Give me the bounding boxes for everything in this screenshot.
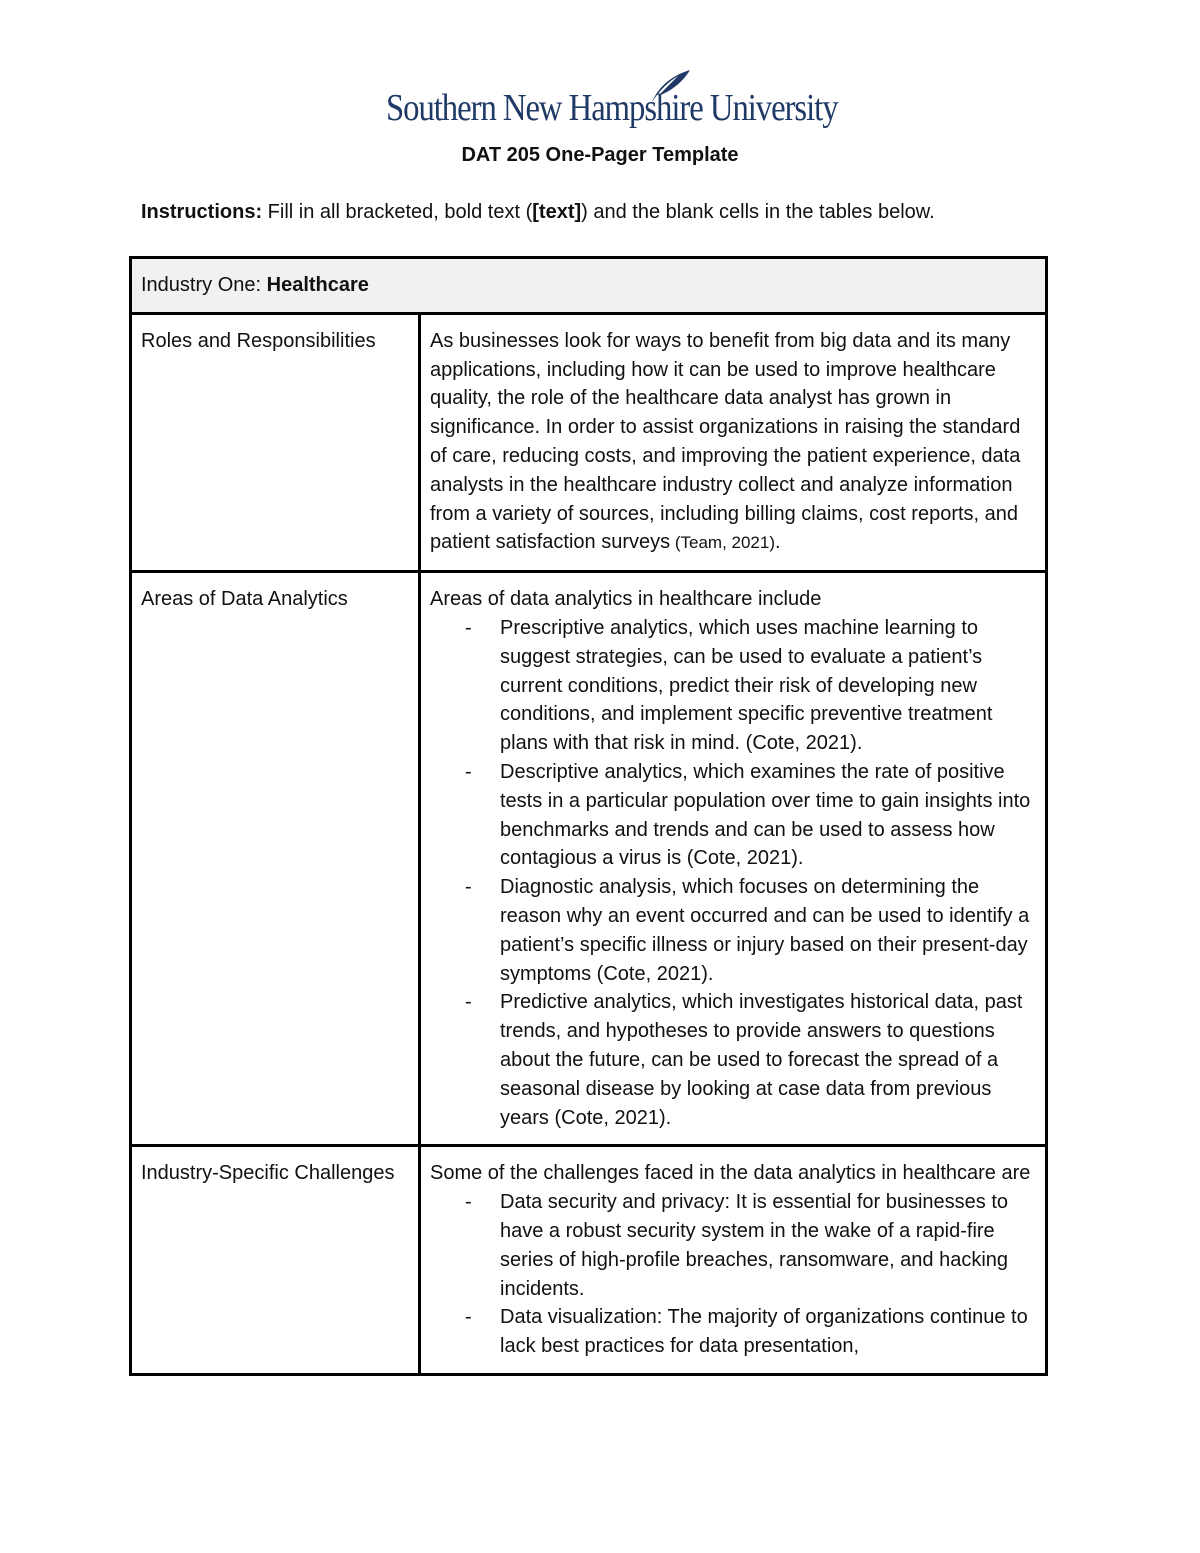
quill-leaf-icon	[648, 68, 692, 104]
row-label-roles: Roles and Responsibilities	[131, 313, 420, 571]
list-item: - Prescriptive analytics, which uses machine learning to suggest strategies, can be used to evaluate a patient’s current conditions, predict their risk of developing new conditions, and implement specific preventive treatment plans with that risk in mind. (Cote, 2021).	[500, 614, 1036, 758]
list-item: - Diagnostic analysis, which focuses on determining the reason why an event occurred and can be used to identify a patient’s specific illness or injury based on their present-day symptoms (Cote, 2021).	[500, 873, 1036, 988]
table-row	[131, 572, 1047, 1146]
roles-content: As businesses look for ways to benefit from big data and its many applications, including how it can be used to improve healthcare quality, the role of the healthcare data analyst has grown in significance. In order to assist organizations in raising the standard of care, reducing costs, and improving the patient experience, data analysts in the healthcare industry collect and analyze information from a variety of sources, including billing claims, cost reports, and patient satisfaction surveys	[430, 329, 1021, 554]
logo-wordmark: Southern New Hampshire University	[386, 87, 838, 129]
instructions-text-1: Fill in all bracketed, bold text (	[262, 201, 533, 223]
list-item: - Predictive analytics, which investigates historical data, past trends, and hypotheses to provide answers to questions about the future, can be used to forecast the spread of a seasonal disease by looking at case data from previous years (Cote, 2021).	[500, 988, 1036, 1132]
roles-citation: (Team, 2021)	[670, 533, 776, 553]
table-header-row	[131, 258, 1047, 314]
list-item: - Descriptive analytics, which examines the rate of positive tests in a particular population over time to gain insights into benchmarks and trends and can be used to assess how contagious a virus is (Cote, 2021).	[500, 758, 1036, 873]
challenges-content-cell	[420, 1146, 1047, 1375]
roles-tail: .	[775, 531, 781, 554]
industry-header-cell	[131, 258, 1047, 314]
areas-list	[430, 614, 1036, 1132]
industry-header-label: Industry One:	[141, 274, 267, 296]
roles-content-cell	[420, 313, 1047, 571]
table-row	[131, 1146, 1047, 1375]
document-title: DAT 205 One-Pager Template	[461, 144, 739, 166]
table-row	[131, 313, 1047, 571]
row-label-challenges: Industry-Specific Challenges	[131, 1146, 420, 1375]
challenges-intro: Some of the challenges faced in the data analytics in healthcare are	[430, 1162, 1031, 1185]
row-label-areas: Areas of Data Analytics	[131, 572, 420, 1146]
instructions-label: Instructions:	[141, 201, 263, 223]
instructions-text-2: ) and the blank cells in the tables below.	[581, 201, 935, 223]
challenges-list	[430, 1188, 1036, 1361]
instructions-bracket: [text]	[532, 201, 582, 223]
university-logo	[386, 66, 838, 136]
areas-content-cell	[420, 572, 1047, 1146]
industry-name: Healthcare	[266, 274, 369, 296]
industry-table	[129, 256, 1048, 1376]
areas-intro: Areas of data analytics in healthcare include	[430, 588, 822, 611]
list-item: - Data visualization: The majority of organizations continue to lack best practices for data presentation,	[500, 1303, 1036, 1361]
instructions	[141, 201, 935, 224]
list-item: - Data security and privacy: It is essential for businesses to have a robust security system in the wake of a rapid-fire series of high-profile breaches, ransomware, and hacking incidents.	[500, 1188, 1036, 1303]
